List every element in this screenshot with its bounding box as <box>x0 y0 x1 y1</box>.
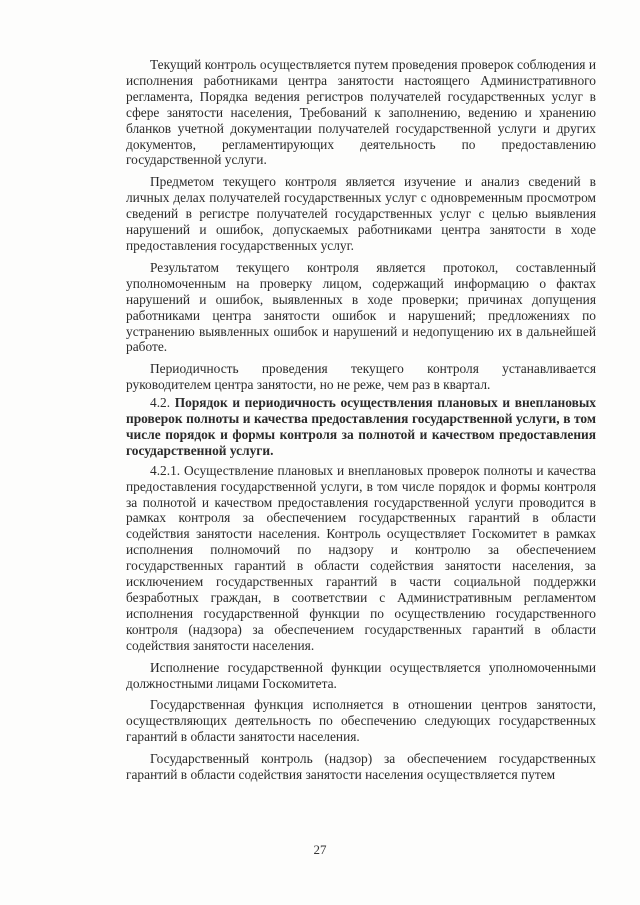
section-heading <box>126 395 596 459</box>
paragraph-current-control: Текущий контроль осуществляется путем проведения проверок соблюдения и исполнения работниками центра занятости настоящего Административного регламента, Порядка ведения регистров получателей государственных услуг в сфере занятости населения, Требований к заполнению, ведению и хранению бланков учетной документации получателей государственной услуги и других документов, регламентирующих деятельность по предоставлению государственной услуги. <box>126 57 596 168</box>
section-title: Порядок и периодичность осуществления плановых и внеплановых проверок полноты и качества предоставления государственной услуги, в том числе порядок и формы контроля за полнотой и качеством предоставления государственной услуги. <box>126 395 596 458</box>
paragraph-function-execution: Исполнение государственной функции осуществляется уполномоченными должностными лицами Госкомитета. <box>126 659 596 691</box>
paragraph-state-control: Государственный контроль (надзор) за обеспечением государственных гарантий в области содействия занятости населения осуществляется путем <box>126 751 596 783</box>
paragraph-control-result: Результатом текущего контроля является протокол, составленный уполномоченным на проверку лицом, содержащий информацию о фактах нарушений и ошибок, выявленных в ходе проверки; причинах допущения работниками центра занятости ошибок и нарушений; предложениях по устранению выявленных ошибок и нарушений и недопущению их в дальнейшей работе. <box>126 259 596 355</box>
paragraph-4-2-1: 4.2.1. Осуществление плановых и внеплановых проверок полноты и качества предоставления государственной услуги, в том числе порядок и формы контроля за полнотой и качеством предоставления государственной услуги проводится в рамках контроля за обеспечением государственных гарантий в области содействия занятости населения. Контроль осуществляет Госкомитет в рамках исполнения полномочий по надзору и контролю за обеспечением государственных гарантий в области содействия занятости населения, за исключением государственных гарантий в части социальной поддержки безработных граждан, в соответствии с Административным регламентом исполнения государственной функции по осуществлению государственного контроля (надзора) за обеспечением государственных гарантий в области содействия занятости населения. <box>126 462 596 653</box>
document-body <box>126 57 596 789</box>
page-number: 27 <box>313 842 327 857</box>
paragraph-control-subject: Предметом текущего контроля является изучение и анализ сведений в личных делах получателей государственных услуг с одновременным просмотром сведений в регистре получателей государственных услуг с целью выявления нарушений и ошибок, допускаемых работниками центра занятости в ходе предоставления государственных услуг. <box>126 174 596 253</box>
section-number: 4.2. <box>150 395 171 411</box>
paragraph-function-scope: Государственная функция исполняется в отношении центров занятости, осуществляющих деятельность по обеспечению следующих государственных гарантий в области занятости населения. <box>126 697 596 745</box>
paragraph-control-periodicity: Периодичность проведения текущего контроля устанавливается руководителем центра занятости, но не реже, чем раз в квартал. <box>126 361 596 393</box>
